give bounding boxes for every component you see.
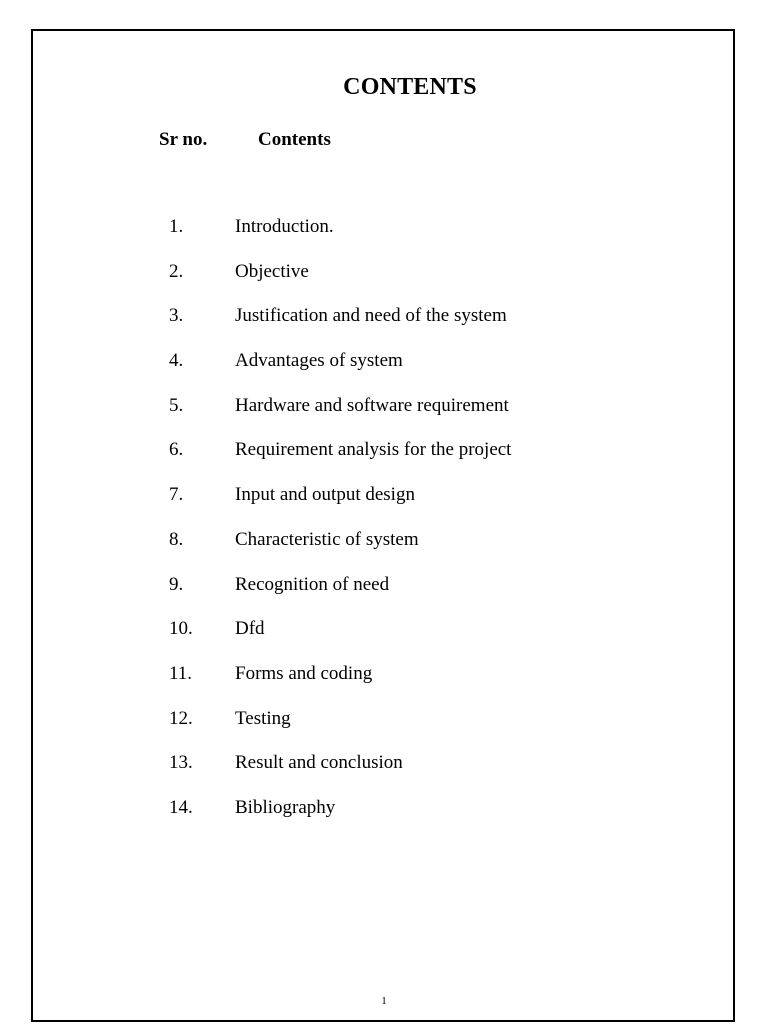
toc-entry-title: Characteristic of system (235, 528, 419, 550)
toc-entry-number: 12. (169, 707, 193, 729)
toc-entry (0, 395, 768, 440)
contents-column-header: Contents (258, 129, 331, 150)
toc-entry-title: Forms and coding (235, 662, 373, 684)
toc-entry-number: 13. (169, 752, 193, 774)
toc-entry (0, 439, 768, 484)
toc-entry-title: Objective (235, 260, 309, 282)
toc-entry (0, 708, 768, 753)
toc-entry-number: 7. (169, 484, 184, 506)
toc-entry-title: Advantages of system (235, 350, 403, 372)
toc-entry-title: Input and output design (235, 484, 415, 506)
toc-entry-number: 4. (169, 350, 184, 372)
toc-entry (0, 797, 768, 842)
page-number: 1 (381, 995, 387, 1007)
toc-entry (0, 752, 768, 797)
toc-entry-title: Hardware and software requirement (235, 394, 509, 416)
toc-entry-number: 11. (169, 662, 193, 684)
toc-entry (0, 663, 768, 708)
toc-entry-number: 8. (169, 528, 184, 550)
toc-entry-number: 14. (169, 796, 193, 818)
sr-no-column-header: Sr no. (159, 129, 208, 150)
toc-entry (0, 216, 768, 261)
toc-entry-title: Bibliography (235, 796, 336, 818)
toc-entry (0, 529, 768, 574)
toc-entry-number: 6. (169, 439, 184, 461)
toc-entry (0, 574, 768, 619)
toc-entry (0, 618, 768, 663)
toc-entry-number: 5. (169, 394, 184, 416)
toc-entry (0, 350, 768, 395)
toc-entry-title: Recognition of need (235, 573, 390, 595)
toc-entry-title: Result and conclusion (235, 752, 403, 774)
page-title: CONTENTS (343, 74, 477, 100)
toc-entry-title: Justification and need of the system (235, 305, 507, 327)
toc-entry-title: Requirement analysis for the project (235, 439, 512, 461)
toc-entry-title: Testing (235, 707, 291, 729)
toc-entry (0, 484, 768, 529)
toc-entry-number: 9. (169, 573, 184, 595)
toc-entry-number: 1. (169, 216, 184, 237)
toc-entry-number: 2. (169, 260, 184, 282)
toc-entry (0, 261, 768, 306)
toc-entry-title: Introduction. (235, 216, 334, 237)
toc-entry-number: 10. (169, 618, 193, 640)
toc-entry-number: 3. (169, 305, 184, 327)
table-of-contents-list (0, 216, 768, 842)
toc-entry (0, 305, 768, 350)
toc-entry-title: Dfd (235, 618, 265, 640)
